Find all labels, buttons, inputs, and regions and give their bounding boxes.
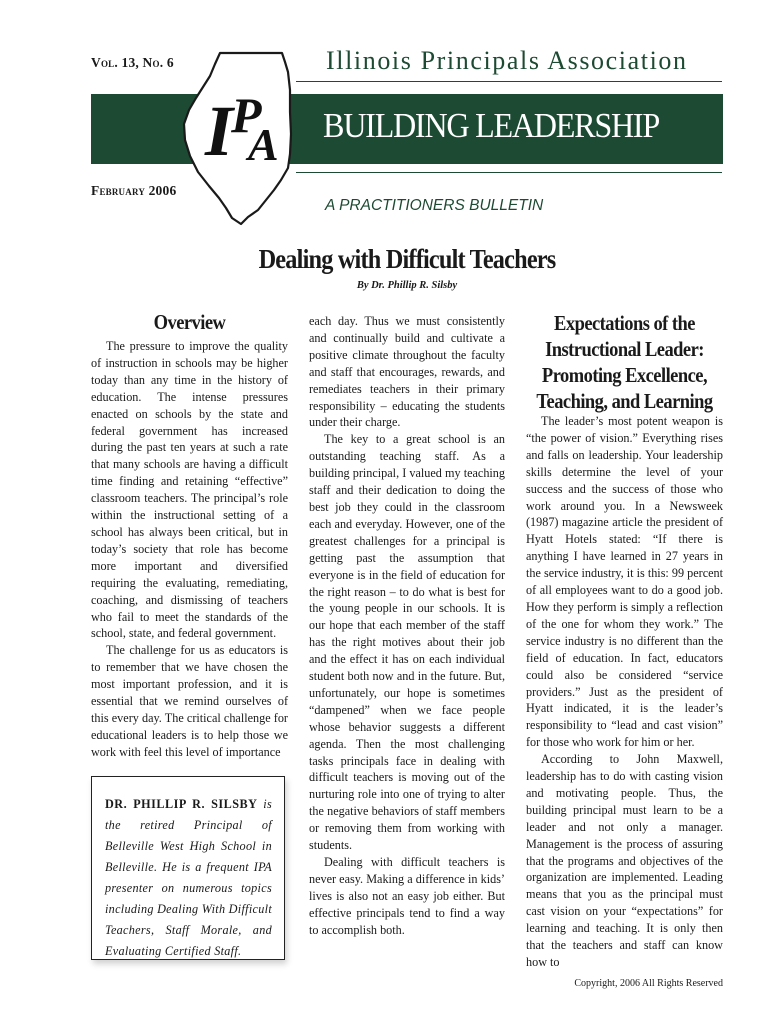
logo-letter-i: I xyxy=(205,91,234,171)
author-bio-box xyxy=(91,776,285,960)
author-bio-text: is the retired Principal of Belleville West High School in Belleville. He is a frequent IPA presenter on numerous topics including Dealing With Difficult Teachers, Staff Morale, and Evaluating Certified Staff. xyxy=(105,797,273,958)
heading-line: Expectations of the xyxy=(554,311,695,335)
column-3 xyxy=(526,413,723,971)
heading-line: Teaching, and Learning xyxy=(536,389,713,413)
article-title: Dealing with Difficult Teachers xyxy=(258,244,556,274)
heading-line: Promoting Excellence, xyxy=(541,363,708,387)
paragraph: The leader’s most potent weapon is “the power of vision.” Everything rises and falls on leadership. Your leadership skills determine the level of your success and the success of those who work around you. In a Newsweek (1987) magazine article the president of Hyatt Hotels stated: “If there is anything I have learned in 27 years in the service industry, it is this: 99 percent of all employees want to do a good job. How they perform is simply a reflection of the one for whom they work.” The service industry is no different than the field of education. In fact, educators could also be considered “service providers.” Just as the president of Hyatt indicated, it is the leader’s responsibility to “lead and cast vision” for those who work for him or her. xyxy=(526,414,723,750)
paragraph: The pressure to improve the quality of instruction in schools may be higher today than any time in the history of education. The intense pressures enacted on schools by the state and federal government has increased during the past ten years at such a rate that many schools are having a difficult time finding and retaining “effective” classroom teachers. The principal’s role within the instructional setting of a school has always been critical, but in today’s society that role has become more important and diversified requiring the evaluating, remediating, coaching, and dismissing of teachers who fail to meet the standards of the school, state, and federal government. xyxy=(91,339,288,641)
volume-number: Vol. 13, No. 6 xyxy=(91,55,174,70)
masthead-bottom-rule xyxy=(296,172,722,173)
article-byline: By Dr. Phillip R. Silsby xyxy=(356,280,458,291)
organization-name: Illinois Principals Association xyxy=(326,46,688,75)
expectations-heading xyxy=(516,310,733,414)
author-name: DR. PHILLIP R. SILSBY xyxy=(105,797,258,811)
column-1 xyxy=(91,338,288,761)
paragraph: each day. Thus we must consistently and continually build and cultivate a positive climate throughout the faculty and staff that encourages, rewards, and remediates teachers in their primary responsibility – educating the students under their charge. xyxy=(309,314,505,430)
heading-line: Instructional Leader: xyxy=(545,337,704,361)
bulletin-subtitle: A PRACTITIONERS BULLETIN xyxy=(325,197,544,214)
issue-date: February 2006 xyxy=(91,183,177,198)
bulletin-title: BUILDING LEADERSHIP xyxy=(323,106,659,145)
paragraph: The challenge for us as educators is to remember that we have chosen the most important profession, and it is essential that we remind ourselves of this every day. The critical challenge for educational leaders is to help those we work with feel this level of importance xyxy=(91,643,288,759)
masthead-top-rule xyxy=(296,81,722,82)
column-2 xyxy=(309,313,505,939)
paragraph: The key to a great school is an outstanding teaching staff. As a building principal, I valued my teaching staff and their dedication to doing the best job they could in the classroom each and everyday. However, one of the greatest challenges for a principal is getting past the assumption that everyone is in the field of education for the right reason – to do what is best for the young people in our schools. It is our hope that each member of the staff has the right motives about their job and the effect it has on each individual student both now and in the future. But, unfortunately, our hope is sometimes “dampened” when we face people whose behavior suggests a different agenda. Then the most challenging tasks principals face in dealing with difficult teachers is moving out of the nurturing role into one of trying to alter the negative behaviors of staff members or removing them from working with students. xyxy=(309,432,505,853)
logo-letter-p: P xyxy=(231,87,262,143)
paragraph: Dealing with difficult teachers is never easy. Making a difference in kids’ lives is also not an easy job either. But effective principals tend to find a way to accomplish both. xyxy=(309,855,505,937)
logo-letter-a: A xyxy=(248,119,279,170)
ipa-logo xyxy=(176,50,298,228)
paragraph: According to John Maxwell, leadership has to do with casting vision and motivating people. Thus, the building principal must learn to be a leader and not only a manager. Management is the process of assuring that the programs and objectives of the organization are implemented. Leading means that you as the principal must cast vision on your “expectations” for learning and teaching. It is only then that the teachers and staff can know how to xyxy=(526,752,723,969)
overview-heading: Overview xyxy=(153,310,226,334)
copyright-notice: Copyright, 2006 All Rights Reserved xyxy=(574,978,723,989)
